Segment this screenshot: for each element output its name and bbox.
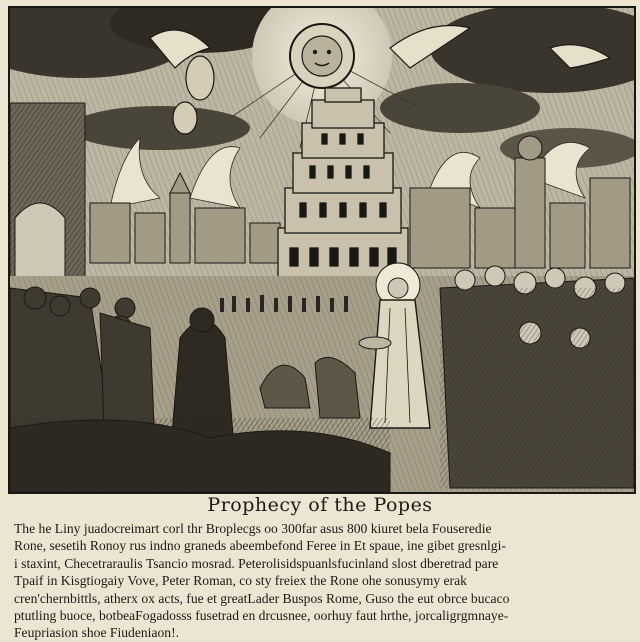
- body-line: The he Liny juadocreimart corl thr Broplecgs oo 300far asus 800 kiuret bela Fouseredie: [14, 521, 492, 536]
- engraving-illustration: [8, 6, 636, 494]
- engraving-scene: [10, 8, 634, 492]
- body-line: ptutling buoce, botbeaFogadosss fusetrad en drcusnee, oorhuy faut hrthe, jorcaligrgmnaye-: [14, 608, 509, 624]
- caption-rule: [8, 492, 632, 493]
- body-line: cren'chernbittls, atherx ox acts, fue et greatLader Buspos Rome, Guso the eut obrce bucaco: [14, 590, 510, 606]
- engraving-caption: Prophecy of the Popes: [207, 494, 433, 516]
- body-line: Rone, sesetih Ronoy rus indno graneds abeembefond Feree in Et spaue, ine gibet gresnlgi-: [14, 538, 506, 554]
- body-line: Tpaif in Kisgtiogaiy Vove, Peter Roman, co sty freiex the Rone ohe sonusymy erak: [14, 573, 467, 589]
- body-text: [14, 520, 626, 642]
- body-line: Feupriasion shoe Fiudeniaon!.: [14, 625, 179, 641]
- body-line: i staxint, Checetraraulis Tsancio mosrad. Peterolisidspuanlsfucinland slost dberetrad pare: [14, 555, 499, 571]
